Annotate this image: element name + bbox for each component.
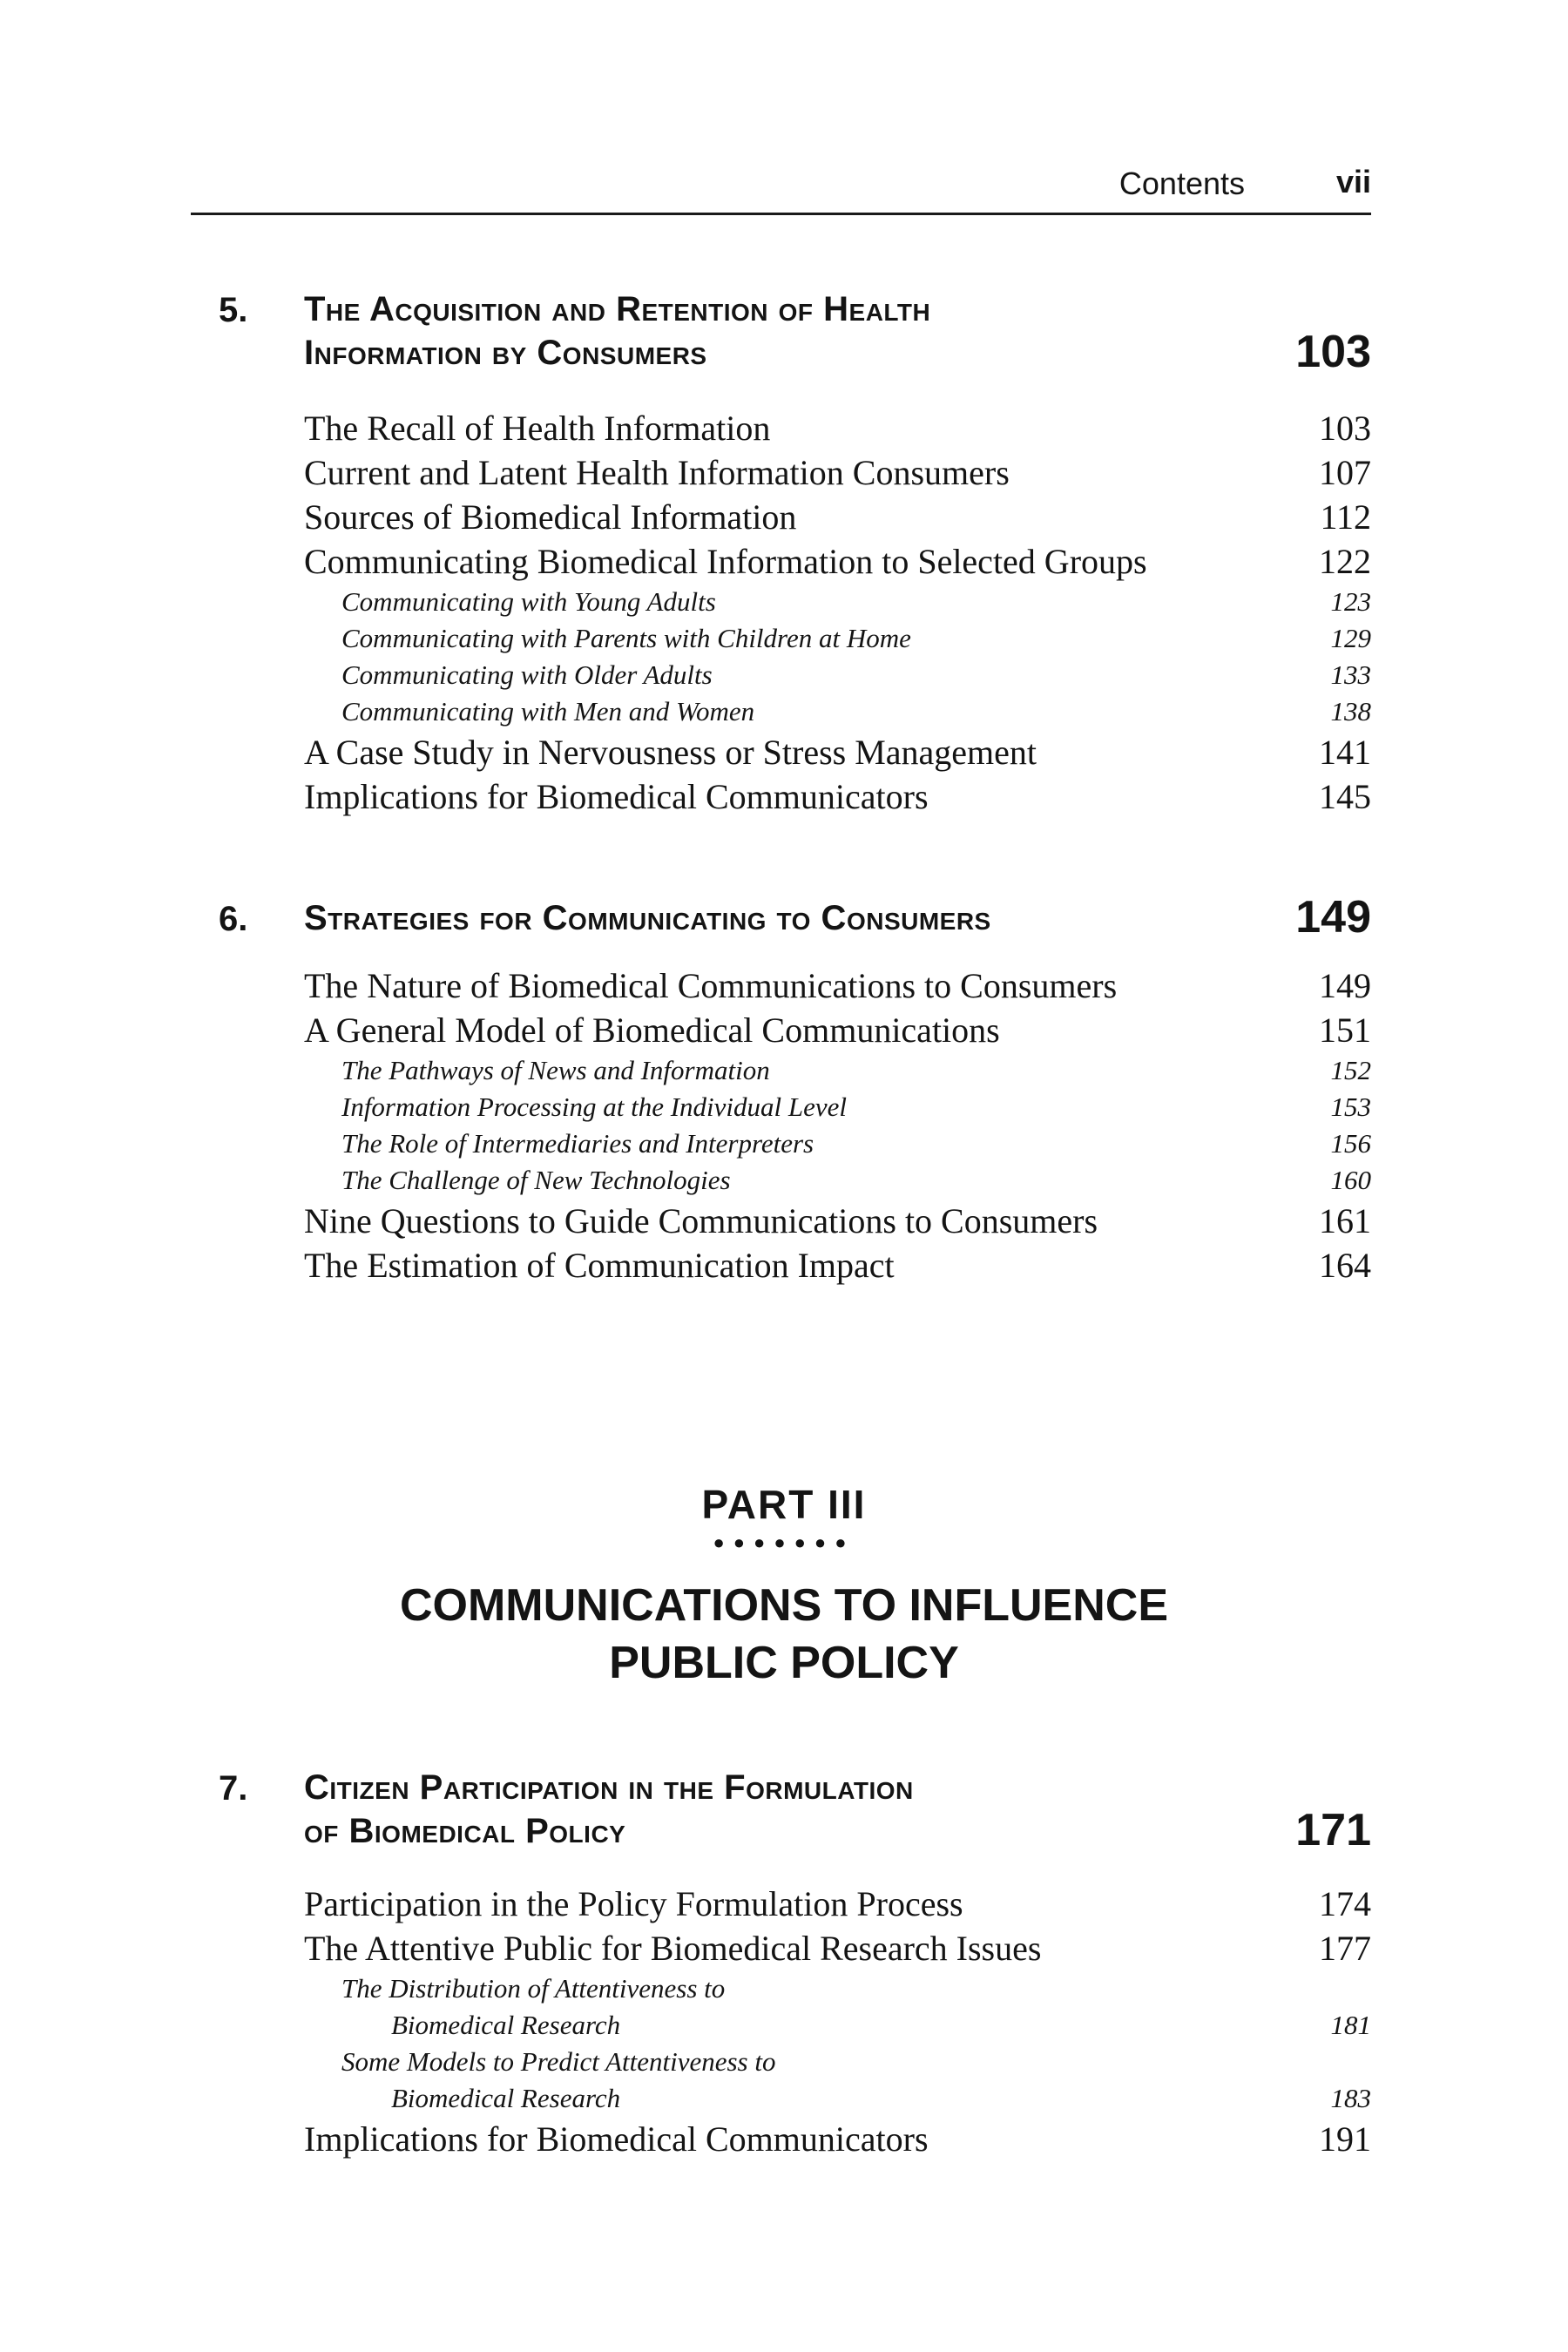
chapter-title: Strategies for Communicating to Consumers: [304, 899, 991, 937]
running-header: [191, 162, 1371, 215]
entry-title: The Challenge of New Technologies: [341, 1165, 731, 1195]
entry-title: Some Models to Predict Attentiveness to: [341, 2046, 776, 2077]
chapter-page: 103: [1295, 327, 1371, 377]
entry-page: 191: [1319, 2119, 1371, 2159]
entry-page: 133: [1330, 659, 1371, 690]
chapter-title-line: of Biomedical Policy: [304, 1812, 626, 1850]
entry-title: Communicating Biomedical Information to Selected Groups: [304, 542, 1147, 581]
toc-subentry[interactable]: [304, 1970, 1371, 2044]
toc-subentry[interactable]: [304, 693, 1371, 730]
toc-entry[interactable]: [304, 774, 1371, 819]
entry-page: 122: [1319, 542, 1371, 581]
entry-title: The Estimation of Communication Impact: [304, 1246, 895, 1285]
toc-subentry[interactable]: [304, 1162, 1371, 1199]
entry-title: Information Processing at the Individual Level: [341, 1092, 848, 1122]
chapter-number: 7.: [219, 1769, 248, 1808]
toc-subentry[interactable]: [304, 1052, 1371, 1089]
entry-page: 112: [1320, 497, 1371, 537]
entry-title: The Role of Intermediaries and Interpreters: [341, 1128, 814, 1159]
part-label: PART III: [701, 1482, 867, 1527]
entry-title: Communicating with Men and Women: [341, 696, 755, 727]
toc-entry[interactable]: [304, 495, 1371, 539]
entry-title: Communicating with Parents with Children at Home: [341, 623, 911, 653]
entry-title: The Pathways of News and Information: [341, 1055, 770, 1085]
chapter-number: 5.: [219, 291, 248, 329]
entry-title: Implications for Biomedical Communicators: [304, 2119, 929, 2159]
entry-title: A General Model of Biomedical Communications: [304, 1010, 1000, 1050]
entry-title: Communicating with Young Adults: [341, 586, 716, 617]
toc-entry[interactable]: [304, 539, 1371, 584]
chapter-7-entries: [304, 1882, 1371, 2161]
toc-entry[interactable]: [304, 730, 1371, 774]
chapter-6-entries: [304, 963, 1371, 1288]
entry-page: 181: [1330, 2010, 1371, 2040]
toc-entry[interactable]: [304, 1926, 1371, 1970]
chapter-title: [304, 1766, 1175, 1853]
toc-entry[interactable]: [304, 1243, 1371, 1288]
toc-subentry[interactable]: [304, 584, 1371, 620]
chapter-title-line: Information by Consumers: [304, 334, 707, 372]
entry-title-continued: Biomedical Research: [391, 2083, 621, 2113]
entry-page: 177: [1319, 1929, 1371, 1968]
toc-entry[interactable]: [304, 1008, 1371, 1052]
toc-entry[interactable]: [304, 1199, 1371, 1243]
entry-title-continued: Biomedical Research: [391, 2010, 621, 2040]
entry-page: 103: [1319, 409, 1371, 448]
entry-title: Implications for Biomedical Communicators: [304, 777, 929, 816]
entry-title: Communicating with Older Adults: [341, 659, 713, 690]
chapter-number: 6.: [219, 900, 248, 938]
page-number: vii: [1335, 164, 1371, 199]
entry-title: The Distribution of Attentiveness to: [341, 1973, 726, 2004]
entry-page: 141: [1319, 733, 1371, 772]
toc-entry[interactable]: [304, 963, 1371, 1008]
toc-subentry[interactable]: [304, 657, 1371, 693]
chapter-title-line: Citizen Participation in the Formulation: [304, 1768, 914, 1807]
entry-page: 174: [1319, 1884, 1371, 1923]
toc-subentry[interactable]: [304, 1125, 1371, 1162]
part-title-line: PUBLIC POLICY: [609, 1638, 959, 1688]
chapter-page: 171: [1295, 1805, 1371, 1855]
entry-title: Nine Questions to Guide Communications to Consumers: [304, 1201, 1098, 1240]
entry-page: 107: [1319, 453, 1371, 492]
entry-page: 153: [1330, 1092, 1371, 1122]
part-title-line: COMMUNICATIONS TO INFLUENCE: [399, 1580, 1169, 1631]
toc-subentry[interactable]: [304, 2044, 1371, 2117]
entry-title: Current and Latent Health Information Consumers: [304, 453, 1010, 492]
entry-page: 149: [1319, 966, 1371, 1005]
entry-page: 123: [1330, 586, 1371, 617]
running-header-label: Contents: [1119, 166, 1245, 201]
entry-page: 161: [1319, 1201, 1371, 1240]
entry-page: 138: [1330, 696, 1371, 727]
entry-title: Participation in the Policy Formulation Process: [304, 1884, 963, 1923]
entry-page: 152: [1330, 1055, 1371, 1085]
entry-title: A Case Study in Nervousness or Stress Management: [304, 733, 1037, 772]
entry-page: 164: [1319, 1246, 1371, 1285]
entry-page: 145: [1319, 777, 1371, 816]
chapter-title: [304, 287, 1175, 375]
toc-entry[interactable]: [304, 2117, 1371, 2161]
part-title: [0, 1577, 1568, 1692]
part-ornament: ●●●●●●●: [713, 1531, 855, 1553]
entry-title: The Attentive Public for Biomedical Research Issues: [304, 1929, 1042, 1968]
entry-page: 160: [1330, 1165, 1371, 1195]
entry-page: 151: [1319, 1010, 1371, 1050]
entry-page: 156: [1330, 1128, 1371, 1159]
chapter-page: 149: [1295, 892, 1371, 943]
toc-entry[interactable]: [304, 1882, 1371, 1926]
chapter-title-line: The Acquisition and Retention of Health: [304, 290, 931, 328]
chapter-5-entries: [304, 406, 1371, 819]
toc-subentry[interactable]: [304, 1089, 1371, 1125]
toc-subentry[interactable]: [304, 620, 1371, 657]
entry-page: 129: [1330, 623, 1371, 653]
entry-title: The Nature of Biomedical Communications to Consumers: [304, 966, 1118, 1005]
entry-page: 183: [1330, 2083, 1371, 2113]
toc-entry[interactable]: [304, 406, 1371, 450]
entry-title: The Recall of Health Information: [304, 409, 771, 448]
entry-title: Sources of Biomedical Information: [304, 497, 797, 537]
toc-entry[interactable]: [304, 450, 1371, 495]
